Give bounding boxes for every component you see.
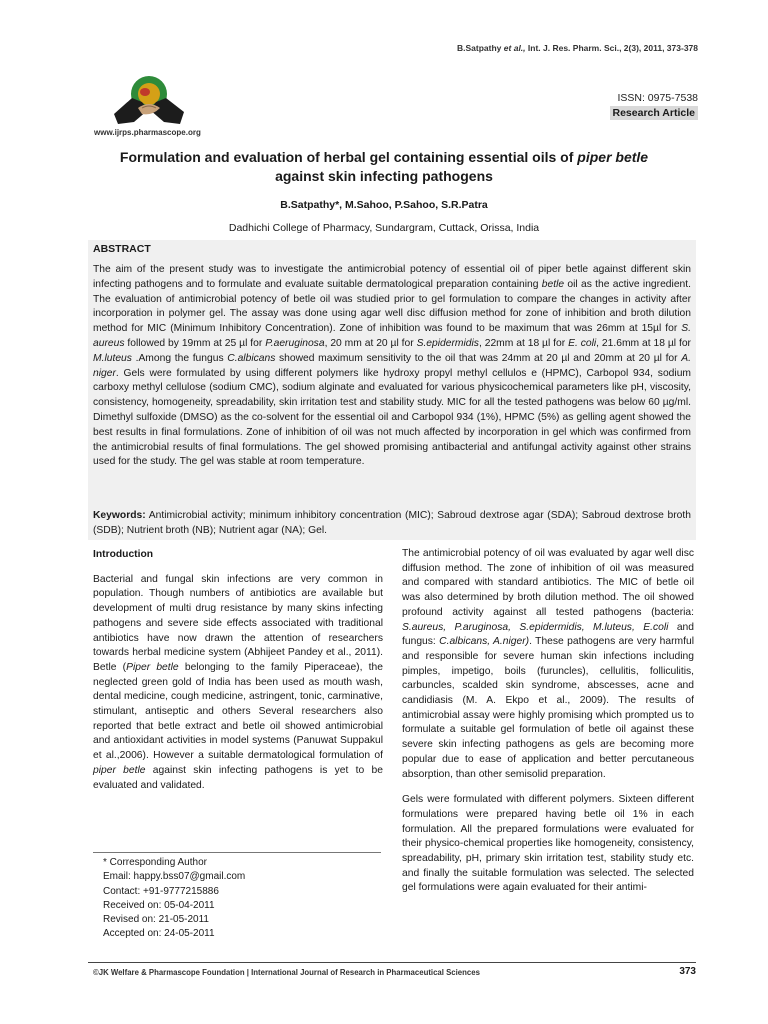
abstract-s3: followed by 19mm at 25 µl for (124, 337, 266, 349)
abstract-s2-it: S. aureus (93, 323, 691, 349)
issn: ISSN: 0975-7538 (617, 92, 698, 104)
abstract-s7: .Among the fungus (131, 352, 228, 364)
abstract-s6: , 21.6mm at 18 µl for (596, 337, 691, 349)
title-main: Formulation and evaluation of herbal gel containing essential oils of (119, 149, 578, 165)
footer-copyright: ©JK Welfare & Pharmascope Foundation | International Journal of Research in Pharmaceutical Sciences (93, 968, 480, 977)
title-line2: against skin infecting pathogens (275, 168, 493, 184)
abstract-s7-it: C.albicans (227, 352, 276, 364)
authors: B.Satpathy*, M.Sahoo, P.Sahoo, S.R.Patra (280, 199, 488, 211)
intro-p1b: belonging to the family Piperaceae), the neglected green gold of India has been used as mouth wash, dental medicine, cough medicine, astringent, tonic, carminative, stimulant, antiseptic and others Several researchers also reported that betle extract and betle oil showed antimicrobial and antioxidant activities in model systems (Panuwat Suppakul et al.,2006). However a suitable dermatological formulation of (93, 661, 383, 762)
intro-p1a: Bacterial and fungal skin infections are very common in population. Though numbers of antibiotics are available but development of multi drug resistance by many skins infecting pathogens and severe side effects associated with traditional antibiotics have now drawn the attention of researchers towards herbal medicine system (Abhijeet Pandey et al., 2011). Betle ( (93, 573, 383, 673)
affiliation: Dadhichi College of Pharmacy, Sundargram, Cuttack, Orissa, India (228, 222, 540, 234)
abstract-s5-it: E. coli (568, 337, 597, 349)
right-p1b: and fungus: (402, 621, 694, 648)
citation-etal: et al., (503, 43, 526, 53)
corr-accepted: Accepted on: 24-05-2011 (103, 928, 215, 940)
abstract-text (93, 263, 691, 470)
handshake-logo-icon (112, 72, 186, 130)
keywords-text: Antimicrobial activity; minimum inhibitory concentration (MIC); Sabroud dextrose agar (SDA); Sabroud dextrose broth (SDB); Nutrient broth (NB); Nutrient agar (NA); Gel. (93, 510, 691, 536)
right-paragraph-1 (402, 547, 694, 782)
corr-received: Received on: 05-04-2011 (103, 899, 215, 911)
intro-p1a-it: Piper betle (126, 661, 179, 673)
corresponding-author-note (103, 856, 245, 942)
intro-paragraph (93, 573, 383, 794)
abstract-s3-it: P.aeruginosa (265, 337, 325, 349)
intro-column (93, 548, 383, 804)
abstract-s1: The aim of the present study was to investigate the antimicrobial potency of essential oil of piper betle against different skin infecting pathogens and to formulate and evaluate suitable dermatological preparation containing (93, 264, 691, 290)
page-number: 373 (679, 966, 696, 977)
running-header (457, 43, 698, 53)
footnote-divider (93, 852, 381, 853)
keywords (93, 509, 691, 539)
abstract-s4: , 20 mm at 20 µl for (324, 337, 417, 349)
right-column (402, 547, 694, 907)
right-p1c: . These pathogens are very harmful and responsible for severe human skin infections including pimples, impetigo, boils (furuncles), cellulitis, folliculitis, carbuncles, scalded skin syndrome, abscesses, acne and candidiasis (M. A. Ekpo et al., 2009). The results of antimicrobial assay were highly promising which prompted us to formulate a suitable gel formulation of betle oil against these severe skin infecting pathogens as gels are becoming more popular due to ease of application and better percutaneous absorption, than other semisolid preparation. (402, 636, 694, 780)
article-type-badge: Research Article (610, 106, 699, 120)
journal-website: www.ijrps.pharmascope.org (94, 128, 201, 137)
abstract-s8: showed maximum sensitivity to the oil that was 24mm at 20 µl and 20mm at 20 µl for (275, 352, 682, 364)
right-p1-it2: C.albicans, A.niger) (439, 636, 530, 648)
intro-p1b-it: piper betle (93, 764, 146, 776)
abstract-heading: ABSTRACT (93, 243, 151, 255)
citation-details: Int. J. Res. Pharm. Sci., 2(3), 2011, 373-378 (527, 43, 698, 53)
corr-revised: Revised on: 21-05-2011 (103, 914, 209, 926)
abstract-s4-it: S.epidermidis (416, 337, 479, 349)
right-p1a: The antimicrobial potency of oil was evaluated by agar well disc diffusion method. The zone of inhibition of oil was measured and compared with standard antibiotics. The MIC of betle oil was also determined by broth dilution method. The oil showed profound activity against all tested pathogens (bacteria: (402, 548, 694, 618)
abstract-s2: oil as the active ingredient. The evaluation of antimicrobial potency of betle oil was studied prior to gel formulation to compare the changes in activity after incorporation in polymer gel. The assay was done using agar well disc diffusion method for zone of inhibition and broth dilution method for MIC (Minimum Inhibitory Concentration). Zone of inhibition was found to be maximum that was 26mm at 15µl for (93, 278, 692, 335)
right-p1-it1: S.aureus, P.aruginosa, S.epidermidis, M.luteus, E.coli (402, 621, 669, 633)
footer-divider (88, 962, 696, 963)
intro-heading: Introduction (93, 549, 154, 560)
abstract-s6-it: M.luteus (93, 352, 132, 364)
corr-email: Email: happy.bss07@gmail.com (103, 871, 246, 883)
abstract-s1-it: betle (541, 278, 565, 290)
article-title (80, 148, 688, 186)
abstract-s5: , 22mm at 18 µl for (478, 337, 569, 349)
right-paragraph-2: Gels were formulated with different polymers. Sixteen different formulations were prepared having betle oil 1% in each formulation. All the prepared formulations were evaluated for their physico-chemical properties like homogeneity, consistency, spreadability, pH, primary skin irritation test, stability study etc. and finally the suitable formulation was selected. The selected gel formulations were again evaluated for their antimi- (402, 794, 694, 894)
keywords-label: Keywords: (93, 510, 146, 521)
citation-author: B.Satpathy (457, 43, 502, 53)
intro-p1c: against skin infecting pathogens is yet to be evaluated and validated. (93, 764, 383, 791)
corr-label: * Corresponding Author (103, 857, 207, 868)
abstract-s8-it: A. niger (93, 352, 691, 379)
abstract-s9: . Gels were formulated by using different polymers like hydroxy propyl methyl cellulos e (HPMC), Carbopol 934, sodium carboxy methyl cellulose (sodium CMC), sodium alginate and evaluated for various physicochemical parameters like pH, viscosity, consistency, homogeneity, spreadability, skin irritation test and stability study. MIC for all the tested pathogens was below 60 µg/ml. Dimethyl sulfoxide (DMSO) as the co-solvent for the essential oil and Carbopol 934 (1%), HPMC (5%) as gelling agent showed the best results in final formulations. Zone of inhibition of oil was not much affected by incorporation in gel which was confirmed from the antimicrobial results of final formulations. The gel showed promising antibacterial and antifungal activity against other strains used for the study. The gel was stable at room temperature. (93, 367, 691, 468)
corr-contact: Contact: +91-9777215886 (103, 885, 219, 897)
title-species: piper betle (577, 149, 649, 165)
